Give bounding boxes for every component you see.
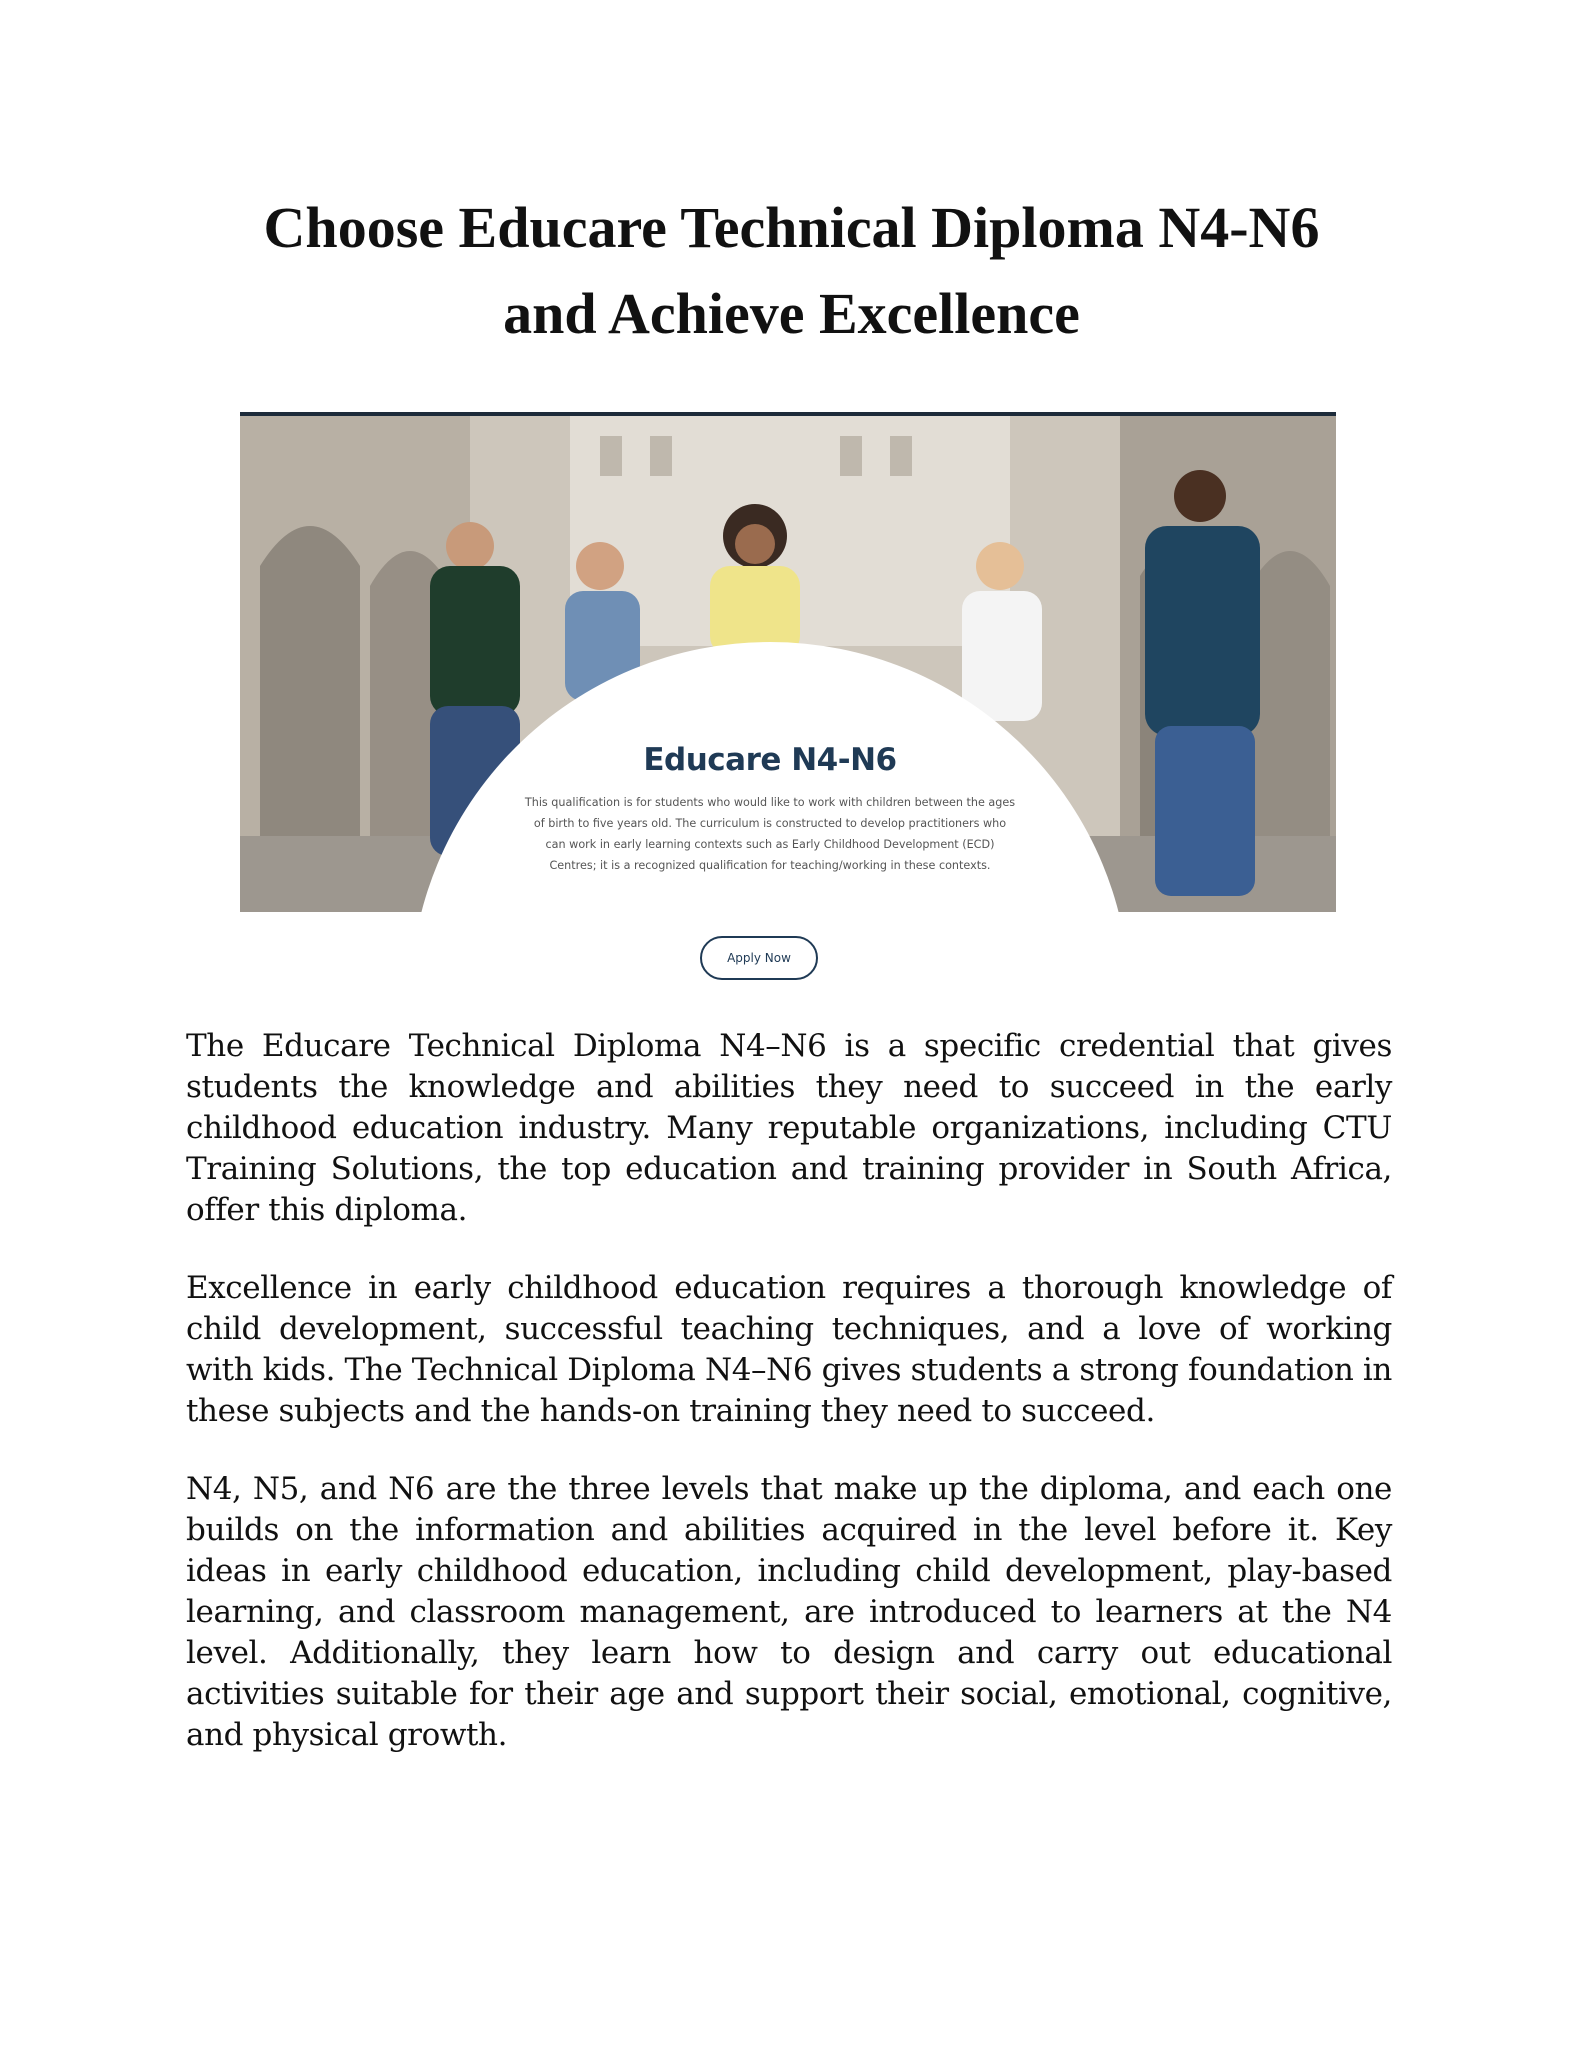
hero-content: [510, 742, 1030, 876]
hero-description: This qualification is for students who would like to work with children between the ages of birth to five years old. The curriculum is constructed to develop practitioners who can work in early learning contexts such as Early Childhood Development (ECD) Centres; it is a recognized qualification for teaching/working in these contexts.: [524, 796, 1016, 872]
page-title-line-1: Choose Educare Technical Diploma N4-N6: [263, 195, 1320, 260]
page-title-line-2: and Achieve Excellence: [503, 281, 1080, 346]
page-title: [150, 185, 1433, 357]
paragraph-excellence: Excellence in early childhood education requires a thorough knowledge of child development, successful teaching techniques, and a love of working with kids. The Technical Diploma N4–N6 gives students a strong foundation in these subjects and the hands-on training they need to succeed.: [186, 1270, 1392, 1429]
hero-heading: Educare N4-N6: [643, 742, 897, 778]
paragraph-intro: The Educare Technical Diploma N4–N6 is a specific credential that gives students the knowledge and abilities they need to succeed in the early childhood education industry. Many reputable organizations, including CTU Training Solutions, the top education and training provider in South Africa, offer this diploma.: [186, 1028, 1392, 1228]
paragraph-levels: N4, N5, and N6 are the three levels that make up the diploma, and each one builds on the information and abilities acquired in the level before it. Key ideas in early childhood education, including child development, play-based learning, and classroom management, are introduced to learners at the N4 level. Additionally, they learn how to design and carry out educational activities suitable for their age and support their social, emotional, cognitive, and physical growth.: [186, 1471, 1392, 1753]
apply-now-button[interactable]: Apply Now: [700, 936, 818, 980]
hero-banner: [240, 412, 1336, 965]
